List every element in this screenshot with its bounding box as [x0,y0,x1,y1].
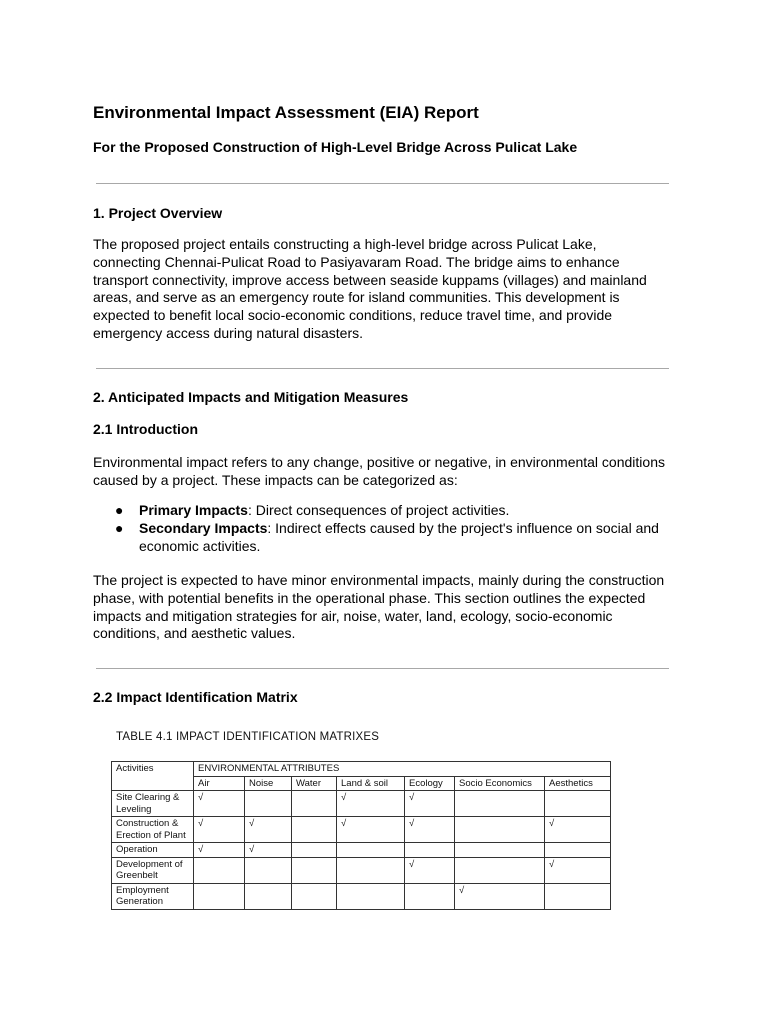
impact-tick-cell: √ [194,843,245,858]
table-row [112,883,611,909]
activity-cell: Operation [112,843,194,858]
paragraph-line: The proposed project entails constructing a high-level bridge across Pulicat Lake, [93,236,597,252]
paragraph-line: connecting Chennai-Pulicat Road to Pasiyavaram Road. The bridge aims to enhance [93,253,620,270]
impact-tick-cell: √ [194,817,245,843]
empty-cell [405,843,455,858]
bullet-term: Secondary Impacts [139,519,268,536]
project-overview-paragraph [93,236,683,343]
activity-cell: Construction & Erection of Plant [112,817,194,843]
empty-cell [405,883,455,909]
paragraph-line: transport connectivity, improve access between seaside kuppams (villages) and mainland [93,271,647,288]
impact-summary-paragraph [93,572,683,643]
paragraph-line: conditions, and aesthetic values. [93,625,296,642]
impact-tick-cell: √ [545,817,611,843]
impact-tick-cell: √ [337,817,405,843]
divider [96,368,669,369]
paragraph-line: phase, with potential benefits in the operational phase. This section outlines the expected [93,589,646,606]
section-2-heading: 2. Anticipated Impacts and Mitigation Measures [93,389,409,405]
empty-cell [292,791,337,817]
activity-cell: Development of Greenbelt [112,857,194,883]
activity-cell: Site Clearing & Leveling [112,791,194,817]
empty-cell [455,857,545,883]
list-item [93,520,683,556]
section-2-1-heading: 2.1 Introduction [93,421,198,437]
section-2-2-heading: 2.2 Impact Identification Matrix [93,689,298,705]
bullet-term: Primary Impacts [139,502,248,518]
empty-cell [337,843,405,858]
column-header: Socio Economics [455,776,545,791]
empty-cell [337,883,405,909]
paragraph-line: Environmental impact refers to any change, positive or negative, in environmental conditions [93,454,665,470]
bullet-text: : Indirect effects caused by the project's influence on social and economic activities. [139,519,659,554]
table-row [112,843,611,858]
empty-cell [337,857,405,883]
impact-tick-cell: √ [337,791,405,817]
list-item [93,502,683,520]
empty-cell [292,857,337,883]
empty-cell [245,857,292,883]
activities-header: Activities [112,762,194,791]
section-1-heading: 1. Project Overview [93,205,223,221]
table-row [112,857,611,883]
paragraph-line: emergency access during natural disasters. [93,324,364,341]
table-row [112,791,611,817]
empty-cell [245,791,292,817]
activity-cell: Employment Generation [112,883,194,909]
paragraph-line: caused by a project. These impacts can be categorized as: [93,471,458,488]
empty-cell [245,883,292,909]
impact-tick-cell: √ [405,817,455,843]
impact-tick-cell: √ [245,817,292,843]
impact-tick-cell: √ [405,791,455,817]
table-caption: TABLE 4.1 IMPACT IDENTIFICATION MATRIXES [116,731,380,743]
column-header: Aesthetics [545,776,611,791]
impact-tick-cell: √ [245,843,292,858]
bullet-icon: ● [115,519,124,536]
attributes-group-header: ENVIRONMENTAL ATTRIBUTES [194,762,611,777]
empty-cell [194,857,245,883]
column-header: Land & soil [337,776,405,791]
table-row [112,817,611,843]
paragraph-line: The project is expected to have minor environmental impacts, mainly during the construction [93,572,665,588]
empty-cell [455,843,545,858]
impact-types-list [93,502,683,555]
report-subtitle: For the Proposed Construction of High-Level Bridge Across Pulicat Lake [93,139,578,155]
empty-cell [292,817,337,843]
empty-cell [455,817,545,843]
introduction-paragraph [93,454,683,490]
report-title: Environmental Impact Assessment (EIA) Report [93,103,479,122]
impact-tick-cell: √ [455,883,545,909]
divider [96,183,669,184]
impact-tick-cell: √ [405,857,455,883]
empty-cell [545,883,611,909]
column-header: Noise [245,776,292,791]
paragraph-line: expected to benefit local socio-economic conditions, reduce travel time, and provide [93,307,613,324]
impact-matrix-table [111,761,611,910]
empty-cell [194,883,245,909]
bullet-icon: ● [115,502,124,518]
impact-tick-cell: √ [545,857,611,883]
column-header: Air [194,776,245,791]
empty-cell [455,791,545,817]
table-header-row [112,762,611,777]
empty-cell [545,843,611,858]
divider [96,668,669,669]
paragraph-line: areas, and serve as an emergency route for island communities. This development is [93,289,620,306]
bullet-text: : Direct consequences of project activities. [247,502,510,518]
column-header: Water [292,776,337,791]
empty-cell [292,883,337,909]
paragraph-line: impacts and mitigation strategies for air, noise, water, land, ecology, socio-economic [93,607,613,624]
empty-cell [545,791,611,817]
column-header: Ecology [405,776,455,791]
impact-tick-cell: √ [194,791,245,817]
empty-cell [292,843,337,858]
